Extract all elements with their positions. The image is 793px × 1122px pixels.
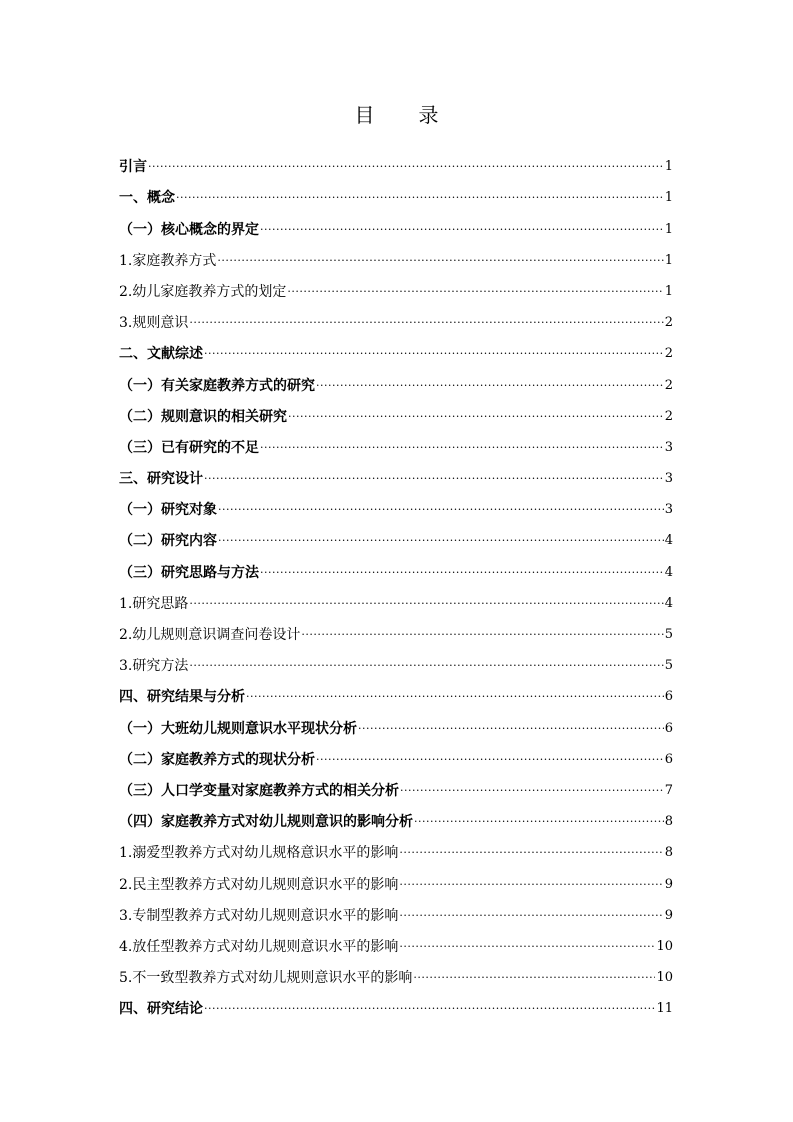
toc-entry-label: 一、概念 (119, 190, 175, 207)
toc-entry-page-number: 1 (664, 159, 673, 175)
table-of-contents (119, 145, 673, 1018)
toc-entry-label: （二）家庭教养方式的现状分析 (119, 751, 315, 768)
toc-entry[interactable] (119, 488, 673, 519)
toc-entry-page-number: 10 (656, 970, 673, 986)
toc-entry-label: （三）人口学变量对家庭教养方式的相关分析 (119, 782, 399, 799)
toc-entry-label: （三）已有研究的不足 (119, 439, 259, 456)
toc-entry[interactable] (119, 582, 673, 613)
toc-leader-dots (400, 782, 664, 800)
toc-leader-dots (204, 470, 664, 488)
toc-leader-dots (148, 158, 664, 176)
toc-entry-label: 引言 (119, 159, 147, 176)
toc-leader-dots (204, 1000, 655, 1018)
toc-leader-dots (189, 657, 663, 675)
toc-entry[interactable] (119, 363, 673, 394)
toc-leader-dots (399, 844, 663, 862)
toc-entry-label: （二）研究内容 (119, 533, 217, 550)
toc-entry-label: 3.研究方法 (119, 658, 189, 675)
toc-entry[interactable] (119, 207, 673, 238)
toc-leader-dots (288, 408, 664, 426)
toc-entry-page-number: 4 (664, 533, 673, 549)
toc-entry-label: （三）研究思路与方法 (119, 564, 259, 581)
toc-entry[interactable] (119, 426, 673, 457)
toc-leader-dots (204, 345, 664, 363)
toc-entry[interactable] (119, 550, 673, 581)
toc-entry-page-number: 3 (664, 471, 673, 487)
toc-entry-page-number: 6 (664, 689, 673, 705)
toc-entry-label: 四、研究结论 (119, 1001, 203, 1018)
toc-entry-page-number: 4 (664, 595, 673, 611)
toc-entry-page-number: 1 (664, 283, 673, 299)
toc-entry[interactable] (119, 239, 673, 270)
toc-entry-label: 3.规则意识 (119, 315, 189, 332)
toc-entry-page-number: 6 (664, 720, 673, 736)
toc-entry[interactable] (119, 862, 673, 893)
toc-entry-page-number: 8 (664, 814, 673, 830)
toc-entry[interactable] (119, 176, 673, 207)
toc-leader-dots (176, 189, 664, 207)
toc-entry-label: （一）核心概念的界定 (119, 221, 259, 238)
toc-entry-label: （二）规则意识的相关研究 (119, 408, 287, 425)
toc-leader-dots (260, 221, 664, 239)
toc-leader-dots (218, 532, 664, 550)
toc-entry-page-number: 3 (664, 439, 673, 455)
toc-entry-label: 1.家庭教养方式 (119, 252, 217, 269)
toc-leader-dots (414, 813, 664, 831)
toc-leader-dots (189, 595, 663, 613)
toc-entry[interactable] (119, 956, 673, 987)
toc-entry-label: 3.专制型教养方式对幼儿规则意识水平的影响 (119, 907, 399, 924)
toc-leader-dots (316, 751, 664, 769)
toc-entry-label: 2.幼儿规则意识调查问卷设计 (119, 627, 301, 643)
toc-entry[interactable] (119, 675, 673, 706)
toc-entry[interactable] (119, 145, 673, 176)
toc-entry-label: 二、文献综述 (119, 346, 203, 363)
toc-entry-page-number: 2 (664, 315, 673, 331)
toc-entry[interactable] (119, 987, 673, 1018)
toc-leader-dots (246, 688, 664, 706)
toc-leader-dots (316, 377, 664, 395)
toc-entry-page-number: 11 (656, 1001, 673, 1017)
toc-entry-page-number: 2 (664, 408, 673, 424)
toc-entry-page-number: 2 (664, 377, 673, 393)
toc-entry[interactable] (119, 925, 673, 956)
toc-entry-label: 1.溺爱型教养方式对幼儿规格意识水平的影响 (119, 845, 399, 862)
toc-entry[interactable] (119, 800, 673, 831)
toc-entry-page-number: 6 (664, 751, 673, 767)
toc-entry-page-number: 2 (664, 346, 673, 362)
toc-entry-page-number: 8 (664, 845, 673, 861)
toc-entry-label: 四、研究结果与分析 (119, 689, 245, 706)
toc-leader-dots (358, 720, 664, 738)
toc-leader-dots (301, 626, 663, 644)
toc-leader-dots (399, 907, 663, 925)
toc-leader-dots (218, 501, 664, 519)
toc-entry-label: 4.放任型教养方式对幼儿规则意识水平的影响 (119, 938, 399, 955)
toc-entry-label: （一）研究对象 (119, 502, 217, 519)
toc-leader-dots (260, 439, 664, 457)
page-title (0, 99, 793, 128)
toc-entry-label: 2.幼儿家庭教养方式的划定 (119, 283, 287, 300)
toc-entry[interactable] (119, 519, 673, 550)
toc-entry-label: （一）有关家庭教养方式的研究 (119, 377, 315, 394)
title-char-2: 录 (418, 103, 439, 127)
toc-entry-page-number: 3 (664, 502, 673, 518)
toc-leader-dots (399, 876, 663, 894)
toc-entry-label: 5.不一致型教养方式对幼儿规则意识水平的影响 (119, 970, 413, 987)
toc-entry-page-number: 7 (664, 782, 673, 798)
toc-leader-dots (217, 252, 663, 270)
toc-entry-page-number: 5 (664, 658, 673, 674)
toc-entry[interactable] (119, 831, 673, 862)
toc-leader-dots (260, 564, 664, 582)
toc-entry-page-number: 1 (664, 221, 673, 237)
toc-entry-page-number: 9 (664, 907, 673, 923)
toc-entry[interactable] (119, 457, 673, 488)
toc-leader-dots (287, 283, 663, 301)
toc-entry-page-number: 1 (664, 252, 673, 268)
toc-entry[interactable] (119, 613, 673, 644)
toc-entry[interactable] (119, 706, 673, 737)
toc-entry[interactable] (119, 738, 673, 769)
toc-entry-label: 2.民主型教养方式对幼儿规则意识水平的影响 (119, 876, 399, 893)
toc-entry[interactable] (119, 894, 673, 925)
title-char-1: 目 (354, 103, 375, 127)
toc-entry-page-number: 1 (664, 190, 673, 206)
toc-entry[interactable] (119, 270, 673, 301)
toc-entry[interactable] (119, 769, 673, 800)
toc-entry[interactable] (119, 332, 673, 363)
toc-entry-label: 三、研究设计 (119, 471, 203, 488)
toc-entry[interactable] (119, 644, 673, 675)
toc-entry-page-number: 10 (656, 938, 673, 954)
toc-entry-label: 1.研究思路 (119, 595, 189, 612)
toc-entry[interactable] (119, 301, 673, 332)
toc-entry-label: （四）家庭教养方式对幼儿规则意识的影响分析 (119, 814, 413, 831)
toc-entry[interactable] (119, 395, 673, 426)
toc-entry-page-number: 5 (664, 627, 673, 642)
toc-leader-dots (189, 314, 663, 332)
toc-entry-page-number: 4 (664, 564, 673, 580)
toc-leader-dots (399, 938, 655, 956)
toc-entry-label: （一）大班幼儿规则意识水平现状分析 (119, 720, 357, 737)
toc-entry-page-number: 9 (664, 876, 673, 892)
toc-leader-dots (413, 969, 655, 987)
